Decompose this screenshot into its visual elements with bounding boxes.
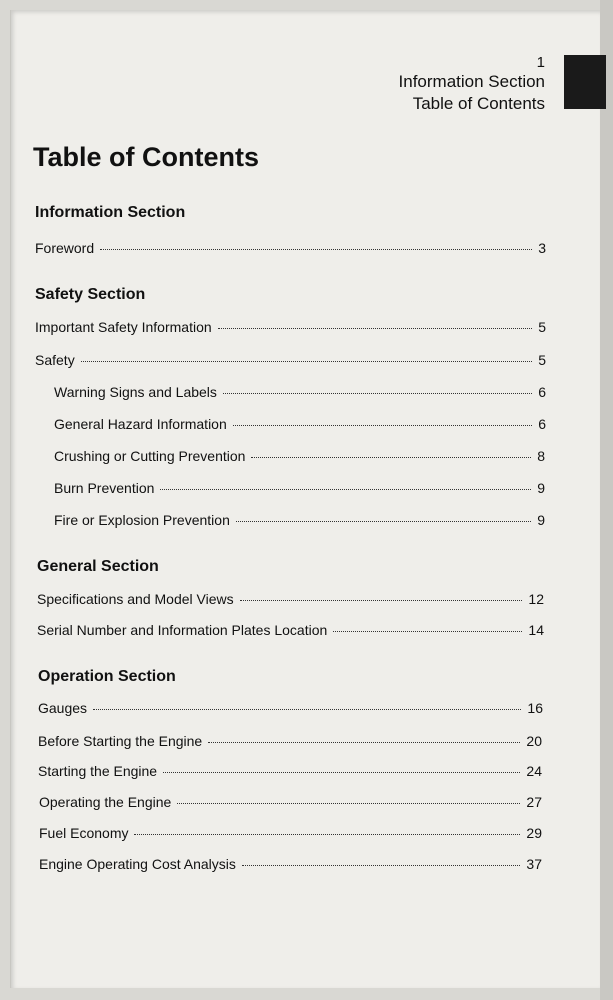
toc-entry-page: 6 <box>538 416 546 432</box>
toc-entry-label: Foreword <box>35 240 95 256</box>
toc-entry-before-starting[interactable] <box>38 733 542 749</box>
dot-leader <box>233 425 532 426</box>
toc-entry-general-hazard[interactable] <box>54 416 546 432</box>
toc-entry-label: Burn Prevention <box>54 480 155 496</box>
dot-leader <box>160 489 531 490</box>
header-section-name: Information Section <box>398 72 545 91</box>
toc-entry-page: 3 <box>538 240 546 256</box>
toc-entry-operating-engine[interactable] <box>39 794 542 810</box>
dot-leader <box>134 834 520 835</box>
toc-entry-warning-signs[interactable] <box>54 384 546 400</box>
section-heading-operation: Operation Section <box>38 668 176 685</box>
dot-leader <box>81 361 533 362</box>
dot-leader <box>100 249 532 250</box>
dot-leader <box>242 865 521 866</box>
dot-leader <box>251 457 531 458</box>
section-heading-general: General Section <box>37 558 159 575</box>
toc-entry-fuel-economy[interactable] <box>39 825 542 841</box>
toc-entry-page: 14 <box>528 622 544 638</box>
toc-entry-safety[interactable] <box>35 352 546 368</box>
toc-entry-page: 6 <box>538 384 546 400</box>
toc-entry-label: Gauges <box>38 700 88 716</box>
section-thumb-tab <box>564 55 606 109</box>
toc-entry-page: 29 <box>526 825 542 841</box>
toc-entry-page: 24 <box>526 763 542 779</box>
dot-leader <box>333 631 522 632</box>
header-chapter-name: Table of Contents <box>412 94 545 113</box>
toc-entry-page: 20 <box>526 733 542 749</box>
toc-entry-label: Fuel Economy <box>39 825 129 841</box>
toc-entry-page: 16 <box>527 700 543 716</box>
toc-entry-label: Before Starting the Engine <box>38 733 203 749</box>
toc-entry-page: 5 <box>538 319 546 335</box>
dot-leader <box>240 600 523 601</box>
toc-entry-page: 5 <box>538 352 546 368</box>
toc-entry-gauges[interactable] <box>38 700 543 716</box>
section-heading-safety: Safety Section <box>35 286 146 303</box>
page-edge <box>600 0 613 1000</box>
toc-entry-label: Important Safety Information <box>35 319 212 335</box>
toc-entry-label: Operating the Engine <box>39 794 172 810</box>
toc-entry-label: Crushing or Cutting Prevention <box>54 448 246 464</box>
toc-entry-label: General Hazard Information <box>54 416 227 432</box>
toc-entry-label: Serial Number and Information Plates Location <box>37 622 328 638</box>
toc-entry-label: Specifications and Model Views <box>37 591 234 607</box>
dot-leader <box>93 709 521 710</box>
page-number: 1 <box>536 54 545 71</box>
toc-entry-specifications[interactable] <box>37 591 544 607</box>
toc-entry-label: Engine Operating Cost Analysis <box>39 856 236 872</box>
dot-leader <box>208 742 520 743</box>
toc-entry-burn-prevention[interactable] <box>54 480 545 496</box>
toc-entry-foreword[interactable] <box>35 240 546 256</box>
toc-entry-important-safety[interactable] <box>35 319 546 335</box>
toc-entry-serial-number[interactable] <box>37 622 544 638</box>
toc-entry-starting-engine[interactable] <box>38 763 542 779</box>
toc-entry-crushing-cutting[interactable] <box>54 448 545 464</box>
dot-leader <box>223 393 532 394</box>
toc-entry-page: 9 <box>537 512 545 528</box>
toc-entry-page: 27 <box>526 794 542 810</box>
section-heading-information: Information Section <box>35 204 186 221</box>
toc-entry-label: Safety <box>35 352 75 368</box>
toc-entry-page: 12 <box>528 591 544 607</box>
dot-leader <box>236 521 531 522</box>
dot-leader <box>163 772 520 773</box>
toc-entry-page: 9 <box>537 480 545 496</box>
running-header <box>399 55 545 115</box>
toc-entry-label: Fire or Explosion Prevention <box>54 512 230 528</box>
page-title: Table of Contents <box>33 142 259 172</box>
toc-entry-page: 37 <box>526 856 542 872</box>
toc-entry-label: Starting the Engine <box>38 763 158 779</box>
dot-leader <box>177 803 520 804</box>
toc-entry-operating-cost[interactable] <box>39 856 542 872</box>
toc-entry-label: Warning Signs and Labels <box>54 384 217 400</box>
dot-leader <box>218 328 533 329</box>
toc-entry-page: 8 <box>537 448 545 464</box>
toc-entry-fire-explosion[interactable] <box>54 512 545 528</box>
